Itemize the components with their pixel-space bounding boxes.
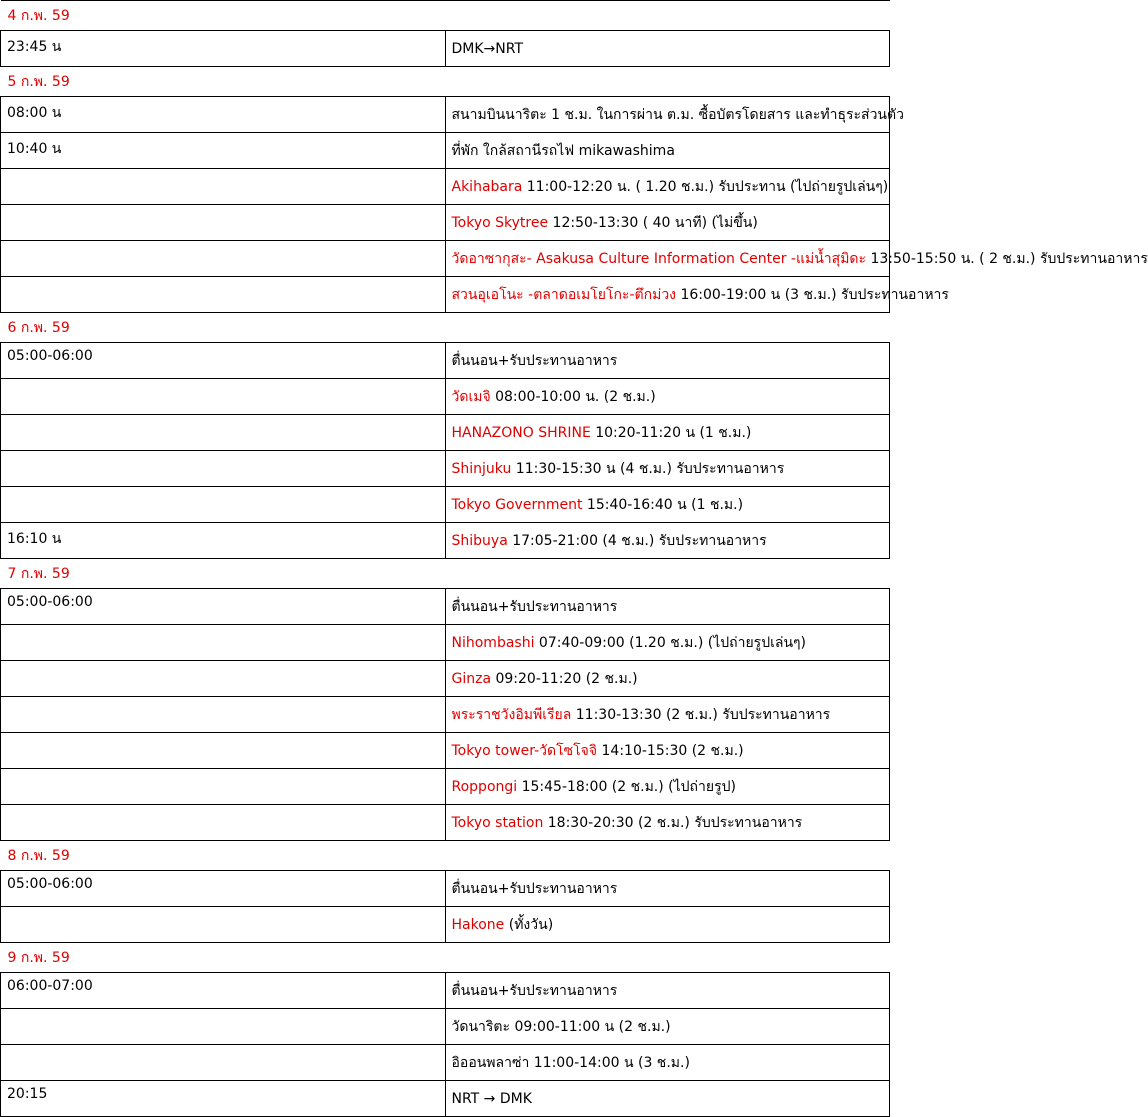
schedule-row	[1, 133, 890, 169]
schedule-row	[1, 973, 890, 1009]
schedule-row	[1, 241, 890, 277]
time-cell	[1, 625, 446, 661]
activity-cell	[445, 97, 904, 133]
schedule-row	[1, 625, 890, 661]
time-cell	[1, 277, 446, 313]
activity-detail: 08:00-10:00 น. (2 ช.ม.)	[490, 388, 656, 405]
time-cell: 08:00 น	[1, 97, 446, 133]
time-cell	[1, 169, 446, 205]
activity-cell	[445, 343, 890, 379]
activity-cell	[445, 379, 890, 415]
activity-cell	[445, 169, 890, 205]
day-header-row	[1, 943, 890, 973]
activity-cell	[445, 625, 890, 661]
activity-detail: 16:00-19:00 น (3 ช.ม.) รับประทานอาหาร	[676, 286, 949, 303]
schedule-row	[1, 1009, 890, 1045]
day-header-row	[1, 313, 890, 343]
day-header-row	[1, 67, 890, 97]
schedule-row	[1, 697, 890, 733]
schedule-row	[1, 907, 890, 943]
day-date: 6 ก.พ. 59	[1, 313, 890, 343]
schedule-row	[1, 277, 890, 313]
schedule-row	[1, 661, 890, 697]
activity-cell	[445, 415, 890, 451]
schedule-row	[1, 451, 890, 487]
day-date: 9 ก.พ. 59	[1, 943, 890, 973]
time-cell	[1, 1009, 446, 1045]
activity-detail: 15:45-18:00 (2 ช.ม.) (ไปถ่ายรูป)	[517, 778, 736, 795]
time-cell	[1, 241, 446, 277]
schedule-row	[1, 205, 890, 241]
activity-detail: ตื่นนอน+รับประทานอาหาร	[451, 352, 618, 369]
time-cell	[1, 697, 446, 733]
place-name: Tokyo station	[451, 814, 544, 831]
activity-detail: 11:30-15:30 น (4 ช.ม.) รับประทานอาหาร	[511, 460, 785, 477]
activity-cell	[445, 487, 890, 523]
time-cell	[1, 661, 446, 697]
activity-cell	[445, 589, 890, 625]
time-cell	[1, 769, 446, 805]
activity-detail: NRT → DMK	[451, 1090, 532, 1107]
time-cell: 20:15	[1, 1081, 446, 1117]
place-name: HANAZONO SHRINE	[451, 424, 591, 441]
activity-cell	[445, 1009, 890, 1045]
time-cell: 23:45 น	[1, 31, 446, 67]
place-name: Tokyo tower-วัดโซโจจิ	[451, 742, 598, 759]
place-name: Akihabara	[451, 178, 523, 195]
activity-cell	[445, 451, 890, 487]
time-cell: 16:10 น	[1, 523, 446, 559]
day-date: 5 ก.พ. 59	[1, 67, 890, 97]
place-name: Ginza	[451, 670, 492, 687]
activity-cell	[445, 1081, 890, 1117]
activity-detail: (ทั้งวัน)	[504, 916, 554, 933]
activity-detail: 12:50-13:30 ( 40 นาที) (ไม่ขึ้น)	[548, 214, 758, 231]
schedule-row	[1, 1081, 890, 1117]
activity-cell	[445, 523, 890, 559]
schedule-row	[1, 343, 890, 379]
day-header-row	[1, 559, 890, 589]
schedule-row	[1, 415, 890, 451]
schedule-row	[1, 379, 890, 415]
activity-cell	[445, 733, 890, 769]
schedule-row	[1, 871, 890, 907]
activity-detail: ตื่นนอน+รับประทานอาหาร	[451, 982, 618, 999]
activity-detail: 14:10-15:30 (2 ช.ม.)	[597, 742, 744, 759]
time-cell	[1, 451, 446, 487]
time-cell: 06:00-07:00	[1, 973, 446, 1009]
activity-detail: DMK→NRT	[451, 40, 524, 57]
schedule-row	[1, 169, 890, 205]
place-name: วัดอาซากุสะ- Asakusa Culture Information Center -แม่น้ำสุมิดะ	[451, 250, 867, 267]
time-cell	[1, 733, 446, 769]
place-name: พระราชวังอิมพีเรียล	[451, 706, 572, 723]
activity-detail: สนามบินนาริตะ 1 ช.ม. ในการผ่าน ต.ม. ซื้อบัตรโดยสาร และทำธุระส่วนตัว	[451, 106, 904, 123]
activity-detail: 07:40-09:00 (1.20 ช.ม.) (ไปถ่ายรูปเล่นๆ)	[534, 634, 806, 651]
time-cell	[1, 907, 446, 943]
activity-detail: 11:00-12:20 น. ( 1.20 ช.ม.) รับประทาน (ไปถ่ายรูปเล่นๆ)	[522, 178, 889, 195]
time-cell: 05:00-06:00	[1, 589, 446, 625]
activity-cell	[445, 241, 1148, 277]
time-cell	[1, 379, 446, 415]
schedule-row	[1, 487, 890, 523]
activity-cell	[445, 907, 890, 943]
activity-detail: 11:30-13:30 (2 ช.ม.) รับประทานอาหาร	[571, 706, 831, 723]
time-cell	[1, 487, 446, 523]
activity-cell	[445, 277, 949, 313]
activity-cell	[445, 1045, 890, 1081]
activity-detail: วัดนาริตะ 09:00-11:00 น (2 ช.ม.)	[451, 1018, 671, 1035]
place-name: Shibuya	[451, 532, 508, 549]
activity-detail: ตื่นนอน+รับประทานอาหาร	[451, 880, 618, 897]
place-name: Hakone	[451, 916, 505, 933]
schedule-row	[1, 805, 890, 841]
activity-detail: 18:30-20:30 (2 ช.ม.) รับประทานอาหาร	[543, 814, 803, 831]
place-name: Tokyo Skytree	[451, 214, 549, 231]
activity-detail: 17:05-21:00 (4 ช.ม.) รับประทานอาหาร	[507, 532, 767, 549]
activity-detail: 09:20-11:20 (2 ช.ม.)	[491, 670, 638, 687]
time-cell	[1, 1045, 446, 1081]
schedule-row	[1, 589, 890, 625]
day-date: 7 ก.พ. 59	[1, 559, 890, 589]
time-cell: 05:00-06:00	[1, 871, 446, 907]
place-name: Tokyo Government	[451, 496, 583, 513]
time-cell: 05:00-06:00	[1, 343, 446, 379]
activity-detail: 13:50-15:50 น. ( 2 ช.ม.) รับประทานอาหาร	[866, 250, 1148, 267]
place-name: สวนอุเอโนะ -ตลาดอเมโยโกะ-ตึกม่วง	[451, 286, 677, 303]
activity-cell	[445, 31, 890, 67]
schedule-row	[1, 31, 890, 67]
activity-detail: 10:20-11:20 น (1 ช.ม.)	[590, 424, 752, 441]
place-name: วัดเมจิ	[451, 388, 491, 405]
time-cell	[1, 415, 446, 451]
schedule-row	[1, 733, 890, 769]
place-name: Nihombashi	[451, 634, 535, 651]
day-date: 8 ก.พ. 59	[1, 841, 890, 871]
schedule-row	[1, 769, 890, 805]
activity-detail: ตื่นนอน+รับประทานอาหาร	[451, 598, 618, 615]
place-name: Shinjuku	[451, 460, 512, 477]
day-header-row	[1, 1, 890, 31]
place-name: Roppongi	[451, 778, 518, 795]
day-header-row	[1, 841, 890, 871]
activity-detail: อิออนพลาซ่า 11:00-14:00 น (3 ช.ม.)	[451, 1054, 690, 1071]
activity-cell	[445, 805, 890, 841]
schedule-row	[1, 97, 890, 133]
activity-cell	[445, 205, 890, 241]
day-date: 4 ก.พ. 59	[1, 1, 890, 31]
activity-cell	[445, 871, 890, 907]
schedule-row	[1, 1045, 890, 1081]
activity-cell	[445, 697, 890, 733]
activity-cell	[445, 769, 890, 805]
time-cell	[1, 805, 446, 841]
activity-cell	[445, 133, 890, 169]
time-cell: 10:40 น	[1, 133, 446, 169]
activity-cell	[445, 661, 890, 697]
activity-detail: 15:40-16:40 น (1 ช.ม.)	[582, 496, 744, 513]
schedule-row	[1, 523, 890, 559]
activity-cell	[445, 973, 890, 1009]
activity-detail: ที่พัก ใกล้สถานีรถไฟ mikawashima	[451, 142, 675, 159]
time-cell	[1, 205, 446, 241]
